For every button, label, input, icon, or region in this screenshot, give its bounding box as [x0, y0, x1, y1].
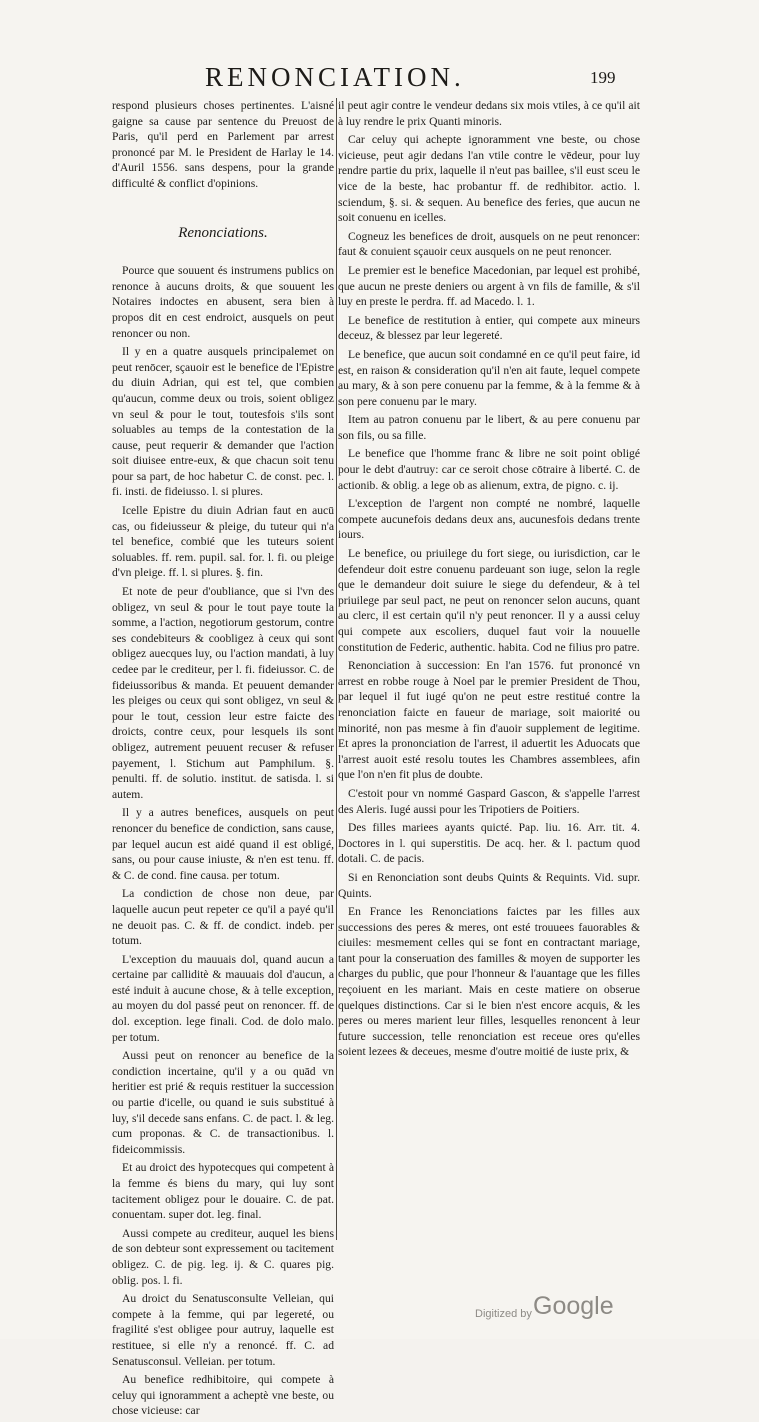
column-divider: [336, 98, 337, 1240]
watermark-digitized-by: Digitized by: [475, 1308, 532, 1320]
paragraph: Car celuy qui achepte ignoramment vne beste, ou chose vicieuse, peut agir dedans l'an vtile contre le vēdeur, pour luy rendre partie du prix, laquelle il n'eut pas baillee, s'il eust sceu le vice de la beste, hac probantur ff. de redhibitor. actio. l. sciendum, §. si. & sequen. Au benefice des feries, que aucun ne soit conuenu en icelles.: [338, 133, 640, 225]
paragraph: Au droict du Senatusconsulte Velleian, qui compete à la femme, qui par legereté, ou fragilité s'est obligee pour autruy, laquelle est restituee, si elle n'y a renoncé. ff. C. ad Senatusconsul. Velleian. per totum.: [112, 1292, 334, 1368]
paragraph: Le benefice, ou priuilege du fort siege, ou iurisdiction, car le defendeur doit estre conuenu pardeuant son iuge, selon la regle que le demandeur doit suiure le siege du defendeur, & à tel priuilege par seul pact, ne peut on renoncer selon aucuns, quant au clerc, il est certain qu'il n'y peut renoncer. Il y a aussi celuy qui compete aux escoliers, duquel faut voir la nouuelle constitution de Federic, authentic. habita. Cod ne filius pro patre.: [338, 547, 640, 654]
paragraph: Le benefice, que aucun soit condamné en ce qu'il peut faire, id est, en raison & consideration qu'il n'en ait faute, lequel compete au mary, & à son pere conuenu par la femme, & à la femme & à son pere conuenu par le mary.: [338, 347, 640, 408]
paragraph: Le benefice que l'homme franc & libre ne soit point obligé pour le debt d'autruy: car ce seroit chose cōtraire à liberté. C. de actionib. & oblig. a lege ob as alienum, extra, de pigno. c. ij.: [338, 447, 640, 492]
paragraph: La condiction de chose non deue, par laquelle aucun peut repeter ce qu'il a payé qu'il ne deuoit pas. C. & ff. de condict. indeb. per totum.: [112, 887, 334, 948]
paragraph: Aussi compete au crediteur, auquel les biens de son debteur sont expressement ou tacitement obligez. C. de pig. leg. ij. & C. quares pig. oblig. pos. l. fi.: [112, 1226, 334, 1287]
running-head: [0, 62, 759, 102]
paragraph: Renonciation à succession: En l'an 1576. fut prononcé vn arrest en robbe rouge à Noel par le premier President de Thou, par lequel il fut iugé qu'on ne peut estre restitué contre la renonciation faicte en faueur de mariage, soit maiorité ou minorité, non pas mesme à fin d'auoir supplement de legitime. Et apres la prononciation de l'arrest, il aduertit les Aduocats que l'arrest auoit esté resolu toutes les Chambres assemblees, afin que l'on n'en fit plus de doubte.: [338, 659, 640, 782]
paragraph: Et au droict des hypotecques qui competent à la femme és biens du mary, qui luy sont tacitement obligez pour le douaire. C. de pat. conuentam. super dot. leg. final.: [112, 1161, 334, 1222]
paragraph: C'estoit pour vn nommé Gaspard Gascon, & s'appelle l'arrest des Aleris. Iugé aussi pour les Tripotiers de Poitiers.: [338, 786, 640, 816]
paragraph: Il y en a quatre ausquels principalemet on peut renōcer, sçauoir est le benefice de l'Epistre du diuin Adrian, qui est tel, que combien qu'aucun, comme deux ou trois, soient obligez vn seul & pour le tout, toutesfois s'ils sont soluables au temps de la contestation de la cause, peut requerir & demander que l'action soit diuisee entre-eux, & que chacun soit tenu pour sa part, de hoc habetur C. de const. pec. l. fi. insti. de fideiusso. l. si plures.: [112, 345, 334, 499]
google-watermark: [475, 1292, 645, 1332]
paragraph: Cogneuz les benefices de droit, ausquels on ne peut renoncer: faut & conuient sçauoir ceux ausquels on ne peut renoncer.: [338, 229, 640, 259]
paragraph: Et note de peur d'oubliance, que si l'vn des obligez, vn seul & pour le tout paye toute la somme, a l'action, negotiorum gestorum, contre ses condebiteurs & coobligez à ceux qui sont obligez auecques luy, ou l'action mandati, à luy cedee par le crediteur, per l. fi. fideiussor. C. de fideiussoribus & manda. Et peuuent demander les pleiges ou ceux qui sont obligez, vn seul & pour le tout, cession leur estre faicte des droicts, contre ceux, pour lesquels ils sont obligez, autrement peuuent recuser & refuser payement, l. Stichum aut Pamphilum. §. penulti. ff. de solutio. institut. de satisda. l. si autem.: [112, 585, 334, 801]
paragraph: Item au patron conuenu par le libert, & au pere conuenu par son fils, ou sa fille.: [338, 413, 640, 442]
paragraph: En France les Renonciations faictes par les filles aux successions des peres & meres, ont esté trouuees fauorables & ciuiles: mesmement celles qui se font en contractant mariage, tant pour la conseruation des familles & moyen de supporter les charges du public, que pour l'honneur & l'auantage que les filles reçoiuent en les mariant. Mais en ceste matiere on obserue quelques distinctions. Car si le bien n'est encore acquis, & les peres ou meres marient leur filles, lesquelles renoncent à leur future succession, telle renonciation est receue ores qu'elles soient lezees & deceues, mesme d'outre moitié de iuste prix, &: [338, 905, 640, 1059]
paragraph: Le premier est le benefice Macedonian, par lequel est prohibé, que aucun ne preste deniers ou argent à vn fils de famille, & s'il luy en preste le perdra. ff. ad Macedo. l. 1.: [338, 263, 640, 309]
paragraph: Le benefice de restitution à entier, qui compete aux mineurs deceuz, & blessez par leur legereté.: [338, 313, 640, 343]
paragraph: Des filles mariees ayants quicté. Pap. liu. 16. Arr. tit. 4. Doctores in l. qui superstitis. De acq. her. & l. pactum quod dotali. C. de pacis.: [338, 821, 640, 866]
paragraph: il peut agir contre le vendeur dedans six mois vtiles, à ce qu'il ait à luy rendre le prix Quanti minoris.: [338, 99, 640, 128]
paragraph: Au benefice redhibitoire, qui compete à celuy qui ignoramment a acheptè vne beste, ou chose vicieuse: car: [112, 1373, 334, 1418]
paragraph: Si en Renonciation sont deubs Quints & Requints. Vid. supr. Quints.: [338, 870, 640, 900]
paragraph: L'exception de l'argent non compté ne nombré, laquelle compete aucunefois dedans deux ans, aucunesfois dedans trente iours.: [338, 497, 640, 542]
right-column: [338, 98, 640, 1063]
page-number: 199: [590, 68, 616, 87]
paragraph: Il y a autres benefices, ausquels on peut renoncer du benefice de condiction, sans cause, par lequel aucun est aidé quand il est obligé, sans, ou pour cause iniuste, & n'en est tenu. ff. & C. de cond. fine causa. per totum.: [112, 806, 334, 882]
paragraph: Pource que souuent és instrumens publics on renonce à aucuns droits, & que souuent les Notaires indoctes en abusent, sera bien à propos dit en cest endroict, ausquels on peut renoncer ou non.: [112, 264, 334, 340]
paragraph: respond plusieurs choses pertinentes. L'aisné gaigne sa cause par sentence du Preuost de Paris, qu'il perd en Parlement par arrest prononcé par M. le President de Harlay le 14. d'Auril 1556. sans despens, pour la grande difficulté & conflict d'opinions.: [112, 99, 334, 190]
watermark-google-logo: Google: [533, 1292, 614, 1320]
running-title: RENONCIATION.: [205, 62, 465, 92]
paragraph: L'exception du mauuais dol, quand aucun a certaine par calliditè & mauuais dol d'aucun, a esté induit à aucune chose, & à telle exception, au moyen du dol passé peut on renoncer. ff. de dol. exception. lege finali. Cod. de dolo malo. per totum.: [112, 952, 334, 1044]
left-column: [112, 98, 334, 1422]
paragraph: Icelle Epistre du diuin Adrian faut en aucū cas, ou fideiusseur & pleige, du tuteur qui n'a tel benefice, combié que les tuteurs soient soluables. ff. rem. pupil. sal. for. l. fi. ou pleige d'vn pleige. ff. l. si plures. §. fin.: [112, 504, 334, 580]
paragraph: Aussi peut on renoncer au benefice de la condiction incertaine, qu'il y a ou quād vn heritier est prié & requis restituer la succession ou partie d'icelle, ou quand ie suis substitué à luy, s'il decede sans enfans. C. de pact. l. & leg. cum proponas. & C. de transactionibus. l. fideicommissis.: [112, 1049, 334, 1156]
section-heading: Renonciations.: [178, 224, 268, 241]
